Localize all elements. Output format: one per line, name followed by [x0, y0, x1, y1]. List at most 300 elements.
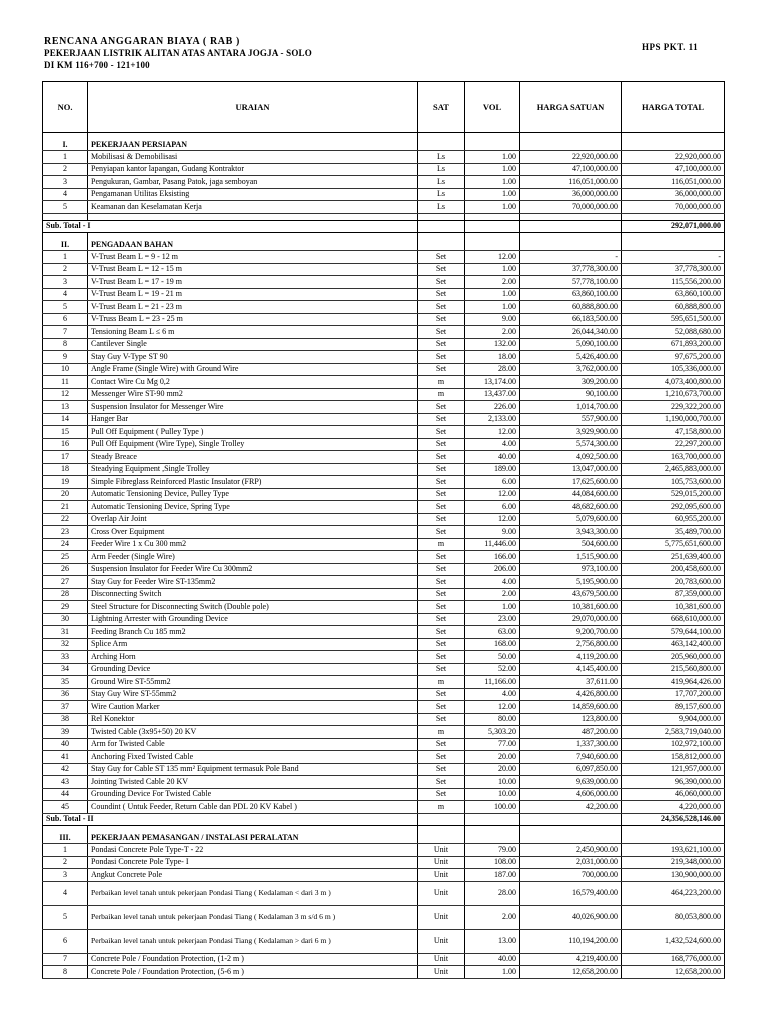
item-unit: Unit	[418, 844, 465, 857]
item-unit-price: 12,658,200.00	[520, 966, 622, 979]
item-description: Simple Fibreglass Reinforced Plastic Insulator (FRP)	[88, 476, 418, 489]
item-volume: 4.00	[465, 688, 520, 701]
table-row	[43, 251, 725, 264]
item-volume: 12.00	[465, 251, 520, 264]
item-total-price: 193,621,100.00	[622, 844, 725, 857]
item-no: 44	[43, 788, 88, 801]
item-volume: 23.00	[465, 613, 520, 626]
table-row	[43, 905, 725, 929]
item-no: 34	[43, 663, 88, 676]
item-volume: 9.00	[465, 526, 520, 539]
table-row	[43, 288, 725, 301]
item-unit-price: 42,200.00	[520, 801, 622, 814]
item-no: 19	[43, 476, 88, 489]
item-total-price: 668,610,000.00	[622, 613, 725, 626]
table-row	[43, 463, 725, 476]
item-total-price: 9,904,000.00	[622, 713, 725, 726]
item-volume: 2.00	[465, 588, 520, 601]
item-unit-price: 22,920,000.00	[520, 151, 622, 164]
item-no: 31	[43, 626, 88, 639]
item-unit-price: 5,090,100.00	[520, 338, 622, 351]
item-volume: 11,166.00	[465, 676, 520, 689]
item-unit-price: 4,092,500.00	[520, 451, 622, 464]
item-unit-price: 110,194,200.00	[520, 929, 622, 953]
table-row	[43, 638, 725, 651]
item-unit-price: 4,145,400.00	[520, 663, 622, 676]
item-volume: 10.00	[465, 788, 520, 801]
table-row	[43, 488, 725, 501]
subtotal-label: Sub. Total - II	[43, 813, 418, 826]
item-description: Stay Guy for Feeder Wire ST-135mm2	[88, 576, 418, 589]
item-volume: 40.00	[465, 451, 520, 464]
item-total-price: 229,322,200.00	[622, 401, 725, 414]
section-title: PEKERJAAN PERSIAPAN	[88, 139, 418, 151]
item-no: 23	[43, 526, 88, 539]
item-total-price: 168,776,000.00	[622, 953, 725, 966]
item-unit: Set	[418, 326, 465, 339]
item-total-price: 219,348,000.00	[622, 856, 725, 869]
item-description: V-Truss Beam L = 23 - 25 m	[88, 313, 418, 326]
item-no: 4	[43, 881, 88, 905]
table-row	[43, 844, 725, 857]
item-unit: Set	[418, 751, 465, 764]
spacer-row	[43, 213, 725, 220]
table-row	[43, 513, 725, 526]
item-unit-price: 26,044,340.00	[520, 326, 622, 339]
item-no: 5	[43, 201, 88, 214]
subtotal-row	[43, 220, 725, 233]
item-no: 18	[43, 463, 88, 476]
item-volume: 4.00	[465, 576, 520, 589]
col-header-vol: VOL	[465, 82, 520, 133]
table-row	[43, 438, 725, 451]
item-volume: 1.00	[465, 201, 520, 214]
item-unit-price: 29,070,000.00	[520, 613, 622, 626]
item-unit-price: 36,000,000.00	[520, 188, 622, 201]
item-unit-price: 47,100,000.00	[520, 163, 622, 176]
item-description: Stay Guy Wire ST-55mm2	[88, 688, 418, 701]
item-volume: 12.00	[465, 513, 520, 526]
item-unit: Set	[418, 513, 465, 526]
item-unit: Set	[418, 701, 465, 714]
table-row	[43, 966, 725, 979]
item-unit: Unit	[418, 869, 465, 882]
col-header-uraian: URAIAN	[88, 82, 418, 133]
item-total-price: 10,381,600.00	[622, 601, 725, 614]
item-no: 28	[43, 588, 88, 601]
item-unit-price: 5,574,300.00	[520, 438, 622, 451]
item-description: Stay Guy V-Type ST 90	[88, 351, 418, 364]
item-description: Overlap Air Joint	[88, 513, 418, 526]
item-total-price: 20,783,600.00	[622, 576, 725, 589]
item-no: 20	[43, 488, 88, 501]
item-no: 4	[43, 288, 88, 301]
budget-table	[42, 81, 725, 979]
item-total-price: 35,489,700.00	[622, 526, 725, 539]
item-description: V-Trust Beam L = 12 - 15 m	[88, 263, 418, 276]
item-total-price: 4,073,400,800.00	[622, 376, 725, 389]
table-row	[43, 953, 725, 966]
item-no: 39	[43, 726, 88, 739]
item-unit-price: 4,426,800.00	[520, 688, 622, 701]
item-unit: Set	[418, 663, 465, 676]
item-unit: Set	[418, 426, 465, 439]
item-unit: Unit	[418, 905, 465, 929]
item-unit: Set	[418, 776, 465, 789]
item-unit: Set	[418, 651, 465, 664]
item-unit-price: 6,097,850.00	[520, 763, 622, 776]
table-row	[43, 551, 725, 564]
table-row	[43, 651, 725, 664]
item-description: Automatic Tensioning Device, Spring Type	[88, 501, 418, 514]
table-row	[43, 663, 725, 676]
item-no: 3	[43, 869, 88, 882]
table-row	[43, 613, 725, 626]
item-unit-price: 14,859,600.00	[520, 701, 622, 714]
item-total-price: 200,458,600.00	[622, 563, 725, 576]
item-volume: 80.00	[465, 713, 520, 726]
table-row	[43, 601, 725, 614]
item-total-price: 671,893,200.00	[622, 338, 725, 351]
item-unit: Set	[418, 451, 465, 464]
item-description: Suspension Insulator for Messenger Wire	[88, 401, 418, 414]
item-description: Penyiapan kantor lapangan, Gudang Kontraktor	[88, 163, 418, 176]
item-unit-price: 5,426,400.00	[520, 351, 622, 364]
item-no: 3	[43, 276, 88, 289]
item-volume: 63.00	[465, 626, 520, 639]
item-volume: 4.00	[465, 438, 520, 451]
item-unit: Set	[418, 263, 465, 276]
table-row	[43, 538, 725, 551]
table-row	[43, 201, 725, 214]
item-volume: 1.00	[465, 188, 520, 201]
item-total-price: 116,051,000.00	[622, 176, 725, 189]
item-volume: 13,437.00	[465, 388, 520, 401]
item-description: Perbaikan level tanah untuk pekerjaan Pondasi Tiang ( Kedalaman < dari 3 m )	[88, 881, 418, 905]
item-unit: Ls	[418, 201, 465, 214]
item-volume: 79.00	[465, 844, 520, 857]
item-no: 25	[43, 551, 88, 564]
item-description: Keamanan dan Keselamatan Kerja	[88, 201, 418, 214]
item-unit-price: 90,100.00	[520, 388, 622, 401]
item-description: Cantilever Single	[88, 338, 418, 351]
item-total-price: 12,658,200.00	[622, 966, 725, 979]
table-row	[43, 176, 725, 189]
table-row	[43, 376, 725, 389]
item-unit: Set	[418, 788, 465, 801]
item-description: Pengamanan Utilitas Eksisting	[88, 188, 418, 201]
item-unit: Set	[418, 688, 465, 701]
item-no: 7	[43, 326, 88, 339]
item-unit: Set	[418, 576, 465, 589]
item-unit: m	[418, 538, 465, 551]
table-row	[43, 801, 725, 814]
item-description: Steadying Equipment ,Single Trolley	[88, 463, 418, 476]
item-total-price: 2,465,883,000.00	[622, 463, 725, 476]
item-description: Angle Frame (Single Wire) with Ground Wire	[88, 363, 418, 376]
item-unit: Set	[418, 251, 465, 264]
item-unit: Set	[418, 413, 465, 426]
section-number: I.	[43, 139, 88, 151]
table-body	[43, 133, 725, 979]
table-row	[43, 563, 725, 576]
item-total-price: 215,560,800.00	[622, 663, 725, 676]
item-description: Pull Off Equipment (Wire Type), Single Trolley	[88, 438, 418, 451]
item-description: Angkut Concrete Pole	[88, 869, 418, 882]
item-total-price: 163,700,000.00	[622, 451, 725, 464]
table-row	[43, 676, 725, 689]
item-total-price: 1,432,524,600.00	[622, 929, 725, 953]
item-no: 27	[43, 576, 88, 589]
item-unit: Set	[418, 551, 465, 564]
item-total-price: 105,753,600.00	[622, 476, 725, 489]
item-description: Coundint ( Untuk Feeder, Return Cable dan PDL 20 KV Kabel )	[88, 801, 418, 814]
item-description: Contact Wire Cu Mg 0,2	[88, 376, 418, 389]
item-description: Wire Caution Marker	[88, 701, 418, 714]
item-description: V-Trust Beam L = 21 - 23 m	[88, 301, 418, 314]
item-unit: Ls	[418, 188, 465, 201]
item-total-price: 464,223,200.00	[622, 881, 725, 905]
item-unit-price: -	[520, 251, 622, 264]
table-row	[43, 856, 725, 869]
item-total-price: 37,778,300.00	[622, 263, 725, 276]
item-no: 45	[43, 801, 88, 814]
table-row	[43, 701, 725, 714]
item-volume: 1.00	[465, 966, 520, 979]
table-row	[43, 263, 725, 276]
item-unit: Set	[418, 501, 465, 514]
item-volume: 10.00	[465, 776, 520, 789]
item-unit-price: 48,682,600.00	[520, 501, 622, 514]
item-unit: Set	[418, 638, 465, 651]
item-description: Grounding Device	[88, 663, 418, 676]
item-unit: Ls	[418, 163, 465, 176]
item-volume: 1.00	[465, 163, 520, 176]
table-row	[43, 313, 725, 326]
item-total-price: 292,095,600.00	[622, 501, 725, 514]
item-volume: 206.00	[465, 563, 520, 576]
item-unit-price: 487,200.00	[520, 726, 622, 739]
item-unit: Set	[418, 351, 465, 364]
item-no: 7	[43, 953, 88, 966]
table-row	[43, 526, 725, 539]
section-title: PENGADAAN BAHAN	[88, 239, 418, 251]
table-row	[43, 163, 725, 176]
item-volume: 28.00	[465, 881, 520, 905]
item-total-price: 60,888,800.00	[622, 301, 725, 314]
table-row	[43, 738, 725, 751]
item-no: 6	[43, 929, 88, 953]
section-title: PEKERJAAN PEMASANGAN / INSTALASI PERALATAN	[88, 832, 418, 844]
project-location: DI KM 116+700 - 121+100	[44, 60, 150, 70]
table-row	[43, 326, 725, 339]
table-row	[43, 363, 725, 376]
item-total-price: 87,359,000.00	[622, 588, 725, 601]
item-description: V-Trust Beam L = 17 - 19 m	[88, 276, 418, 289]
item-no: 17	[43, 451, 88, 464]
table-row	[43, 276, 725, 289]
item-unit: Ls	[418, 176, 465, 189]
item-description: Perbaikan level tanah untuk pekerjaan Pondasi Tiang ( Kedalaman 3 m s/d 6 m )	[88, 905, 418, 929]
item-no: 16	[43, 438, 88, 451]
item-total-price: 1,190,000,700.00	[622, 413, 725, 426]
item-description: Ground Wire ST-55mm2	[88, 676, 418, 689]
item-total-price: 579,644,100.00	[622, 626, 725, 639]
item-no: 2	[43, 263, 88, 276]
item-unit: Set	[418, 438, 465, 451]
item-unit-price: 17,625,600.00	[520, 476, 622, 489]
section-number: II.	[43, 239, 88, 251]
item-unit-price: 973,100.00	[520, 563, 622, 576]
item-no: 32	[43, 638, 88, 651]
item-unit-price: 4,119,200.00	[520, 651, 622, 664]
subtotal-value: 24,356,528,146.00	[622, 813, 725, 826]
item-volume: 52.00	[465, 663, 520, 676]
item-total-price: 17,707,200.00	[622, 688, 725, 701]
table-row	[43, 413, 725, 426]
item-unit: Set	[418, 601, 465, 614]
item-no: 38	[43, 713, 88, 726]
item-volume: 12.00	[465, 701, 520, 714]
item-unit: Ls	[418, 151, 465, 164]
item-volume: 12.00	[465, 488, 520, 501]
item-no: 3	[43, 176, 88, 189]
item-description: Twisted Cable (3x95+50) 20 KV	[88, 726, 418, 739]
item-no: 4	[43, 188, 88, 201]
item-description: Arm for Twisted Cable	[88, 738, 418, 751]
item-unit-price: 3,762,000.00	[520, 363, 622, 376]
item-volume: 28.00	[465, 363, 520, 376]
item-no: 21	[43, 501, 88, 514]
item-no: 22	[43, 513, 88, 526]
item-description: Splice Arm	[88, 638, 418, 651]
item-no: 29	[43, 601, 88, 614]
item-unit: Set	[418, 476, 465, 489]
item-unit-price: 66,183,500.00	[520, 313, 622, 326]
item-volume: 77.00	[465, 738, 520, 751]
item-volume: 100.00	[465, 801, 520, 814]
item-no: 14	[43, 413, 88, 426]
table-row	[43, 388, 725, 401]
item-unit-price: 4,219,400.00	[520, 953, 622, 966]
item-description: V-Trust Beam L = 19 - 21 m	[88, 288, 418, 301]
item-total-price: 251,639,400.00	[622, 551, 725, 564]
item-description: V-Trust Beam L = 9 - 12 m	[88, 251, 418, 264]
item-total-price: 63,860,100.00	[622, 288, 725, 301]
item-unit-price: 7,940,600.00	[520, 751, 622, 764]
subtotal-value: 292,071,000.00	[622, 220, 725, 233]
item-total-price: 89,157,600.00	[622, 701, 725, 714]
item-volume: 40.00	[465, 953, 520, 966]
item-total-price: 22,920,000.00	[622, 151, 725, 164]
project-subtitle: PEKERJAAN LISTRIK ALITAN ATAS ANTARA JOGJA - SOLO	[44, 48, 312, 58]
item-unit-price: 309,200.00	[520, 376, 622, 389]
table-row	[43, 188, 725, 201]
item-unit-price: 63,860,100.00	[520, 288, 622, 301]
item-volume: 12.00	[465, 426, 520, 439]
item-description: Pondasi Concrete Pole Type-T - 22	[88, 844, 418, 857]
item-volume: 2.00	[465, 326, 520, 339]
item-volume: 1.00	[465, 288, 520, 301]
item-unit-price: 123,800.00	[520, 713, 622, 726]
item-volume: 1.00	[465, 176, 520, 189]
col-header-total-price: HARGA TOTAL	[622, 82, 725, 133]
item-volume: 2,133.00	[465, 413, 520, 426]
item-no: 43	[43, 776, 88, 789]
item-description: Disconnecting Switch	[88, 588, 418, 601]
item-total-price: 115,556,200.00	[622, 276, 725, 289]
item-description: Automatic Tensioning Device, Pulley Type	[88, 488, 418, 501]
item-unit-price: 44,084,600.00	[520, 488, 622, 501]
item-volume: 18.00	[465, 351, 520, 364]
item-volume: 20.00	[465, 751, 520, 764]
item-description: Mobilisasi & Demobilisasi	[88, 151, 418, 164]
item-total-price: 121,957,000.00	[622, 763, 725, 776]
item-total-price: 102,972,100.00	[622, 738, 725, 751]
item-volume: 108.00	[465, 856, 520, 869]
item-description: Arm Feeder (Single Wire)	[88, 551, 418, 564]
table-row	[43, 763, 725, 776]
item-description: Pull Off Equipment ( Pulley Type )	[88, 426, 418, 439]
item-description: Suspension Insulator for Feeder Wire Cu 300mm2	[88, 563, 418, 576]
table-header-row	[43, 82, 725, 133]
item-unit-price: 37,611.00	[520, 676, 622, 689]
item-total-price: -	[622, 251, 725, 264]
item-volume: 2.00	[465, 905, 520, 929]
item-no: 12	[43, 388, 88, 401]
item-total-price: 22,297,200.00	[622, 438, 725, 451]
item-description: Jointing Twisted Cable 20 KV	[88, 776, 418, 789]
item-no: 8	[43, 338, 88, 351]
item-description: Messenger Wire ST-90 mm2	[88, 388, 418, 401]
item-description: Feeding Branch Cu 185 mm2	[88, 626, 418, 639]
col-header-sat: SAT	[418, 82, 465, 133]
table-row	[43, 451, 725, 464]
item-unit: Set	[418, 563, 465, 576]
item-unit: Set	[418, 288, 465, 301]
item-description: Concrete Pole / Foundation Protection, (5-6 m )	[88, 966, 418, 979]
item-unit: m	[418, 388, 465, 401]
item-unit-price: 70,000,000.00	[520, 201, 622, 214]
item-unit-price: 5,195,900.00	[520, 576, 622, 589]
item-total-price: 529,015,200.00	[622, 488, 725, 501]
item-total-price: 46,060,000.00	[622, 788, 725, 801]
package-code: HPS PKT. 11	[642, 42, 699, 52]
item-unit: Unit	[418, 856, 465, 869]
item-total-price: 419,964,426.00	[622, 676, 725, 689]
table-row	[43, 576, 725, 589]
item-description: Rel Konektor	[88, 713, 418, 726]
item-total-price: 105,336,000.00	[622, 363, 725, 376]
item-volume: 1.00	[465, 263, 520, 276]
item-no: 11	[43, 376, 88, 389]
item-no: 1	[43, 151, 88, 164]
item-no: 5	[43, 905, 88, 929]
item-description: Stay Guy for Cable ST 135 mm² Equipment termasuk Pole Band	[88, 763, 418, 776]
table-row	[43, 688, 725, 701]
item-unit: Set	[418, 363, 465, 376]
item-total-price: 80,053,800.00	[622, 905, 725, 929]
item-description: Pondasi Concrete Pole Type- I	[88, 856, 418, 869]
table-row	[43, 929, 725, 953]
table-row	[43, 401, 725, 414]
table-row	[43, 776, 725, 789]
table-row	[43, 626, 725, 639]
item-no: 42	[43, 763, 88, 776]
item-total-price: 47,100,000.00	[622, 163, 725, 176]
item-description: Lightning Arrester with Grounding Device	[88, 613, 418, 626]
item-description: Arching Horn	[88, 651, 418, 664]
